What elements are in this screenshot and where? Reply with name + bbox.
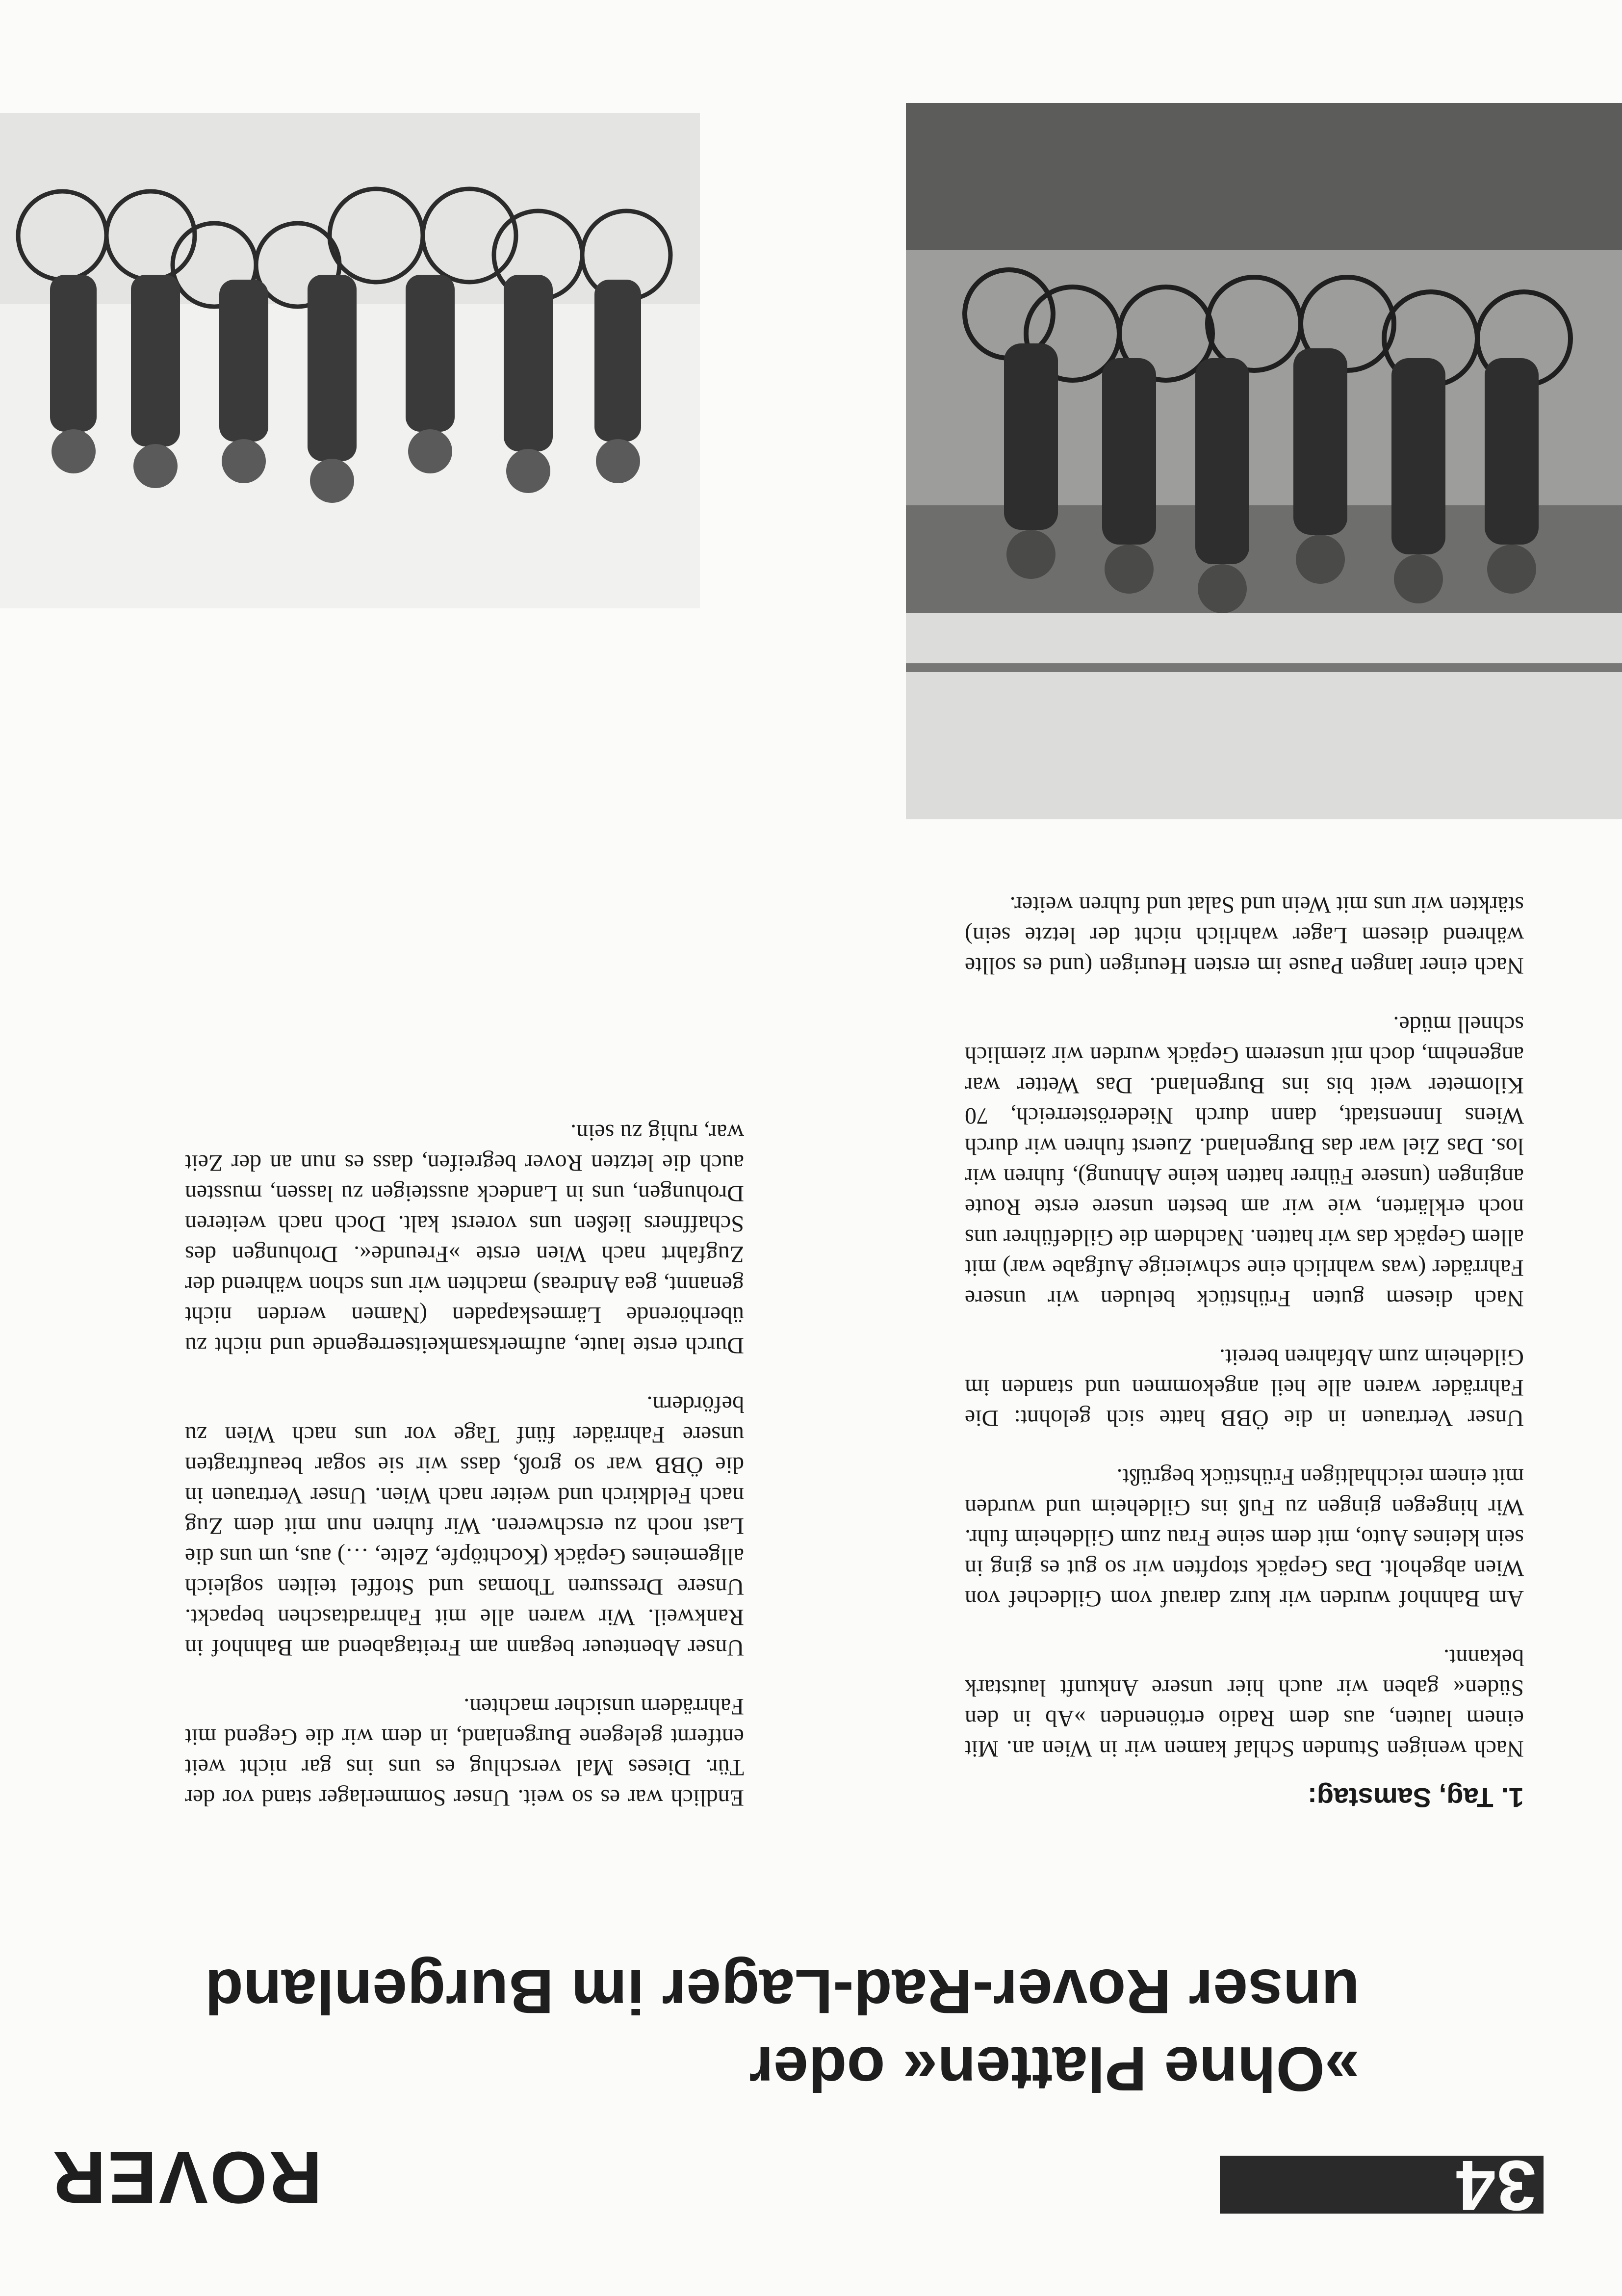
right-paragraph: Am Bahnhof wurden wir kurz darauf vom Gildechef von Wien abgeholt. Das Gepäck stopften wir so gut es ging in sein kleines Auto, mit dem seine Frau zum Gildeheim fuhr. Wir hingegen gingen zu Fuß ins Gildeheim und wurden mit einem reichhaltigen Frühstück begrüßt. (965, 1464, 1524, 1612)
right-paragraph: Nach einer langen Pause im ersten Heurigen (und es sollte während diesem Lager wahrlich nicht der letzte sein) stärkten wir uns mit Wein und Salat und fuhren weiter. (965, 892, 1524, 979)
right-paragraph: Nach wenigen Stunden Schlaf kamen wir in Wien an. Mit einem lauten, aus dem Radio ertönenden »Ab in den Süden« gaben wir auch hier unsere Ankunft lautstark bekannt. (965, 1644, 1524, 1762)
right-paragraph: Nach diesem guten Frühstück beluden wir unsere Fahrräder (was wahrlich eine schwierige Aufgabe war) mit allem Gepäck das wir hatten. Nachdem die Gildeführer uns noch erklärten, wie wir am besten unsere erste Route angingen (unsere Führer hatten keine Ahnung), fuhren wir los. Das Ziel war das Burgenland. Zuerst fuhren wir durch Wiens Innenstadt, dann durch Niederösterreich, 70 Kilometer weit bis ins Burgenland. Das Wetter war angenehm, doch mit unserem Gepäck wurden wir ziemlich schnell müde. (965, 1012, 1524, 1311)
left-column (185, 1089, 744, 1813)
left-paragraph: Endlich war es so weit. Unser Sommerlager stand vor der Tür. Dieses Mal verschlug es uns ins gar nicht weit entfernt gelegene Burgenland, in dem wir die Gegend mit Fahrrädern unsicher machten. (185, 1694, 744, 1811)
title-line-1: »Ohne Platten« oder (749, 2034, 1360, 2104)
left-paragraph: Durch erste laute, aufmerksamkeitserregende und nicht zu überhörende Lärmeskapaden (Namen werden nicht genannt, gea Andreas) machten wir uns schon während der Zugfahrt nach Wien erste »Freunde«. Drohungen des Schaffners ließen uns vorerst kalt. Doch nach weiteren Drohungen, uns in Landeck aussteigen zu lassen, mussten auch die letzten Rover begreifen, dass es nun an der Zeit war, ruhig zu sein. (185, 1120, 744, 1358)
article-title (84, 1952, 1360, 2107)
day-subheading: 1. Tag, Samstag: (1308, 1782, 1524, 1813)
group-bicycles-illustration (0, 113, 700, 608)
title-line-2: unser Rover-Rad-Lager im Burgenland (205, 1956, 1360, 2026)
left-paragraph: Unser Abenteuer begann am Freitagabend am Bahnhof in Rankweil. Wir waren alle mit Fahrradtaschen bepackt. Unsere Dressuren Thomas und Stoffel teilten sogleich allgemeines Gepäck (Kochtöpfe, Zelte, …) aus, um uns die Last noch zu erschweren. Wir fuhren nun mit dem Zug nach Feldkirch und weiter nach Wien. Unser Vertrauen in die ÖBB war so groß, dass wir sie sogar beauftragten unsere Fahrräder fünf Tage vor uns nach Wien zu befördern. (185, 1391, 744, 1661)
cyclists-road-illustration (906, 103, 1622, 819)
group-bicycles-photo (0, 113, 700, 608)
right-paragraph: Unser Vertrauen in die ÖBB hatte sich gelohnt: Die Fahrräder waren alle heil angekommen und standen im Gildeheim zum Abfahren bereit. (965, 1344, 1524, 1431)
cyclists-road-photo (906, 103, 1622, 819)
right-column (965, 861, 1524, 1813)
section-label: ROVER (51, 2137, 322, 2219)
page-number: 34 (1455, 2146, 1536, 2225)
